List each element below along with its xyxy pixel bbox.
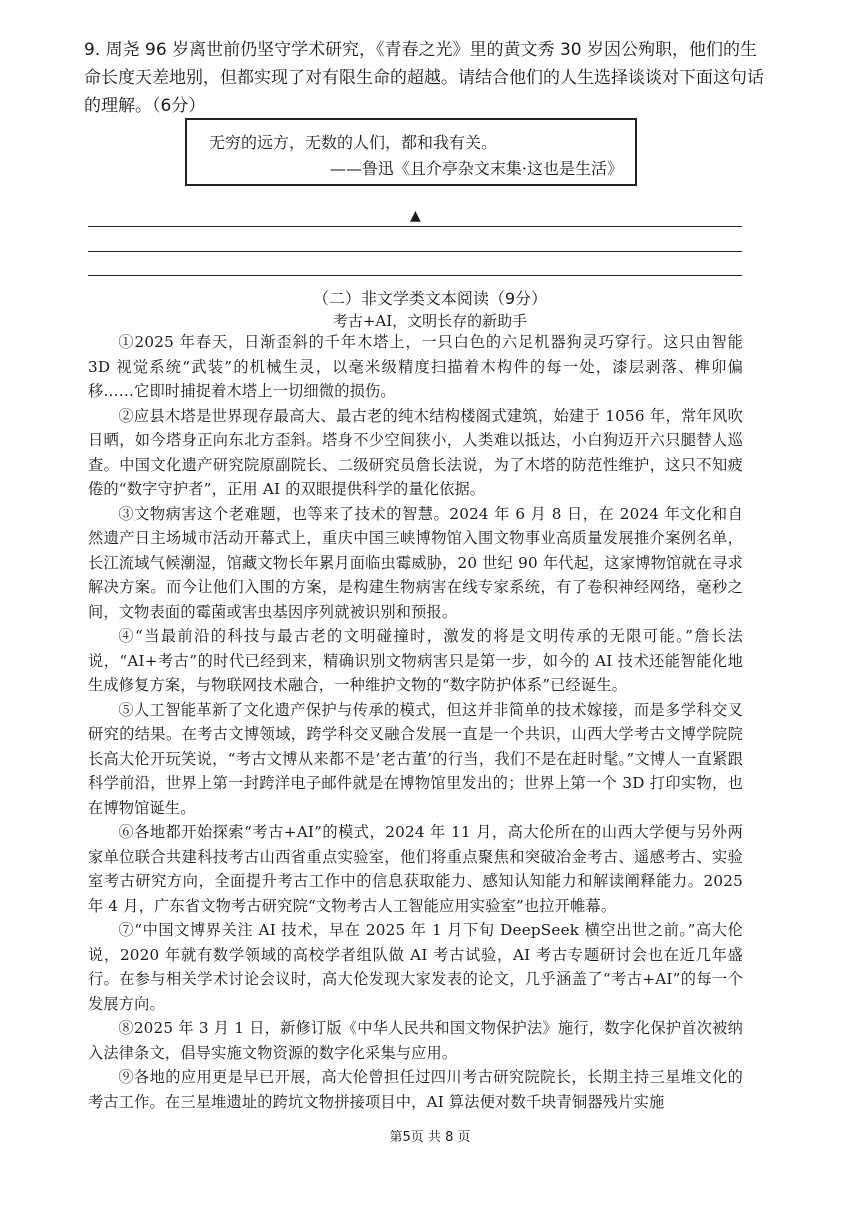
article-body	[88, 330, 743, 1114]
question-9	[84, 36, 764, 120]
section-title: （二）非文学类文本阅读（9分）	[312, 289, 548, 308]
paragraph-5: ⑤人工智能革新了文化遗产保护与传承的模式，但这并非简单的技术嫁接，而是多学科交叉研究的结果。在考古文博领域，跨学科交叉融合发展一直是一个共识，山西大学考古文博学院院长高大伦开玩笑说，“考古文博从来都不是‘老古董’的行当，我们不是在赶时髦。”文博人一直紧跟科学前沿，世界上第一封跨洋电子邮件就是在博物馆里发出的；世界上第一个 3D 打印实物，也在博物馆诞生。	[88, 700, 743, 817]
answer-line	[88, 226, 742, 227]
paragraph-3: ③文物病害这个老难题，也等来了技术的智慧。2024 年 6 月 8 日，在 2024 年文化和自然遗产日主场城市活动开幕式上，重庆中国三峡博物馆入围文物事业高质量发展推介案例名单，长江流域气候潮湿，馆藏文物长年累月面临虫霉威胁，20 世纪 90 年代起，这家博物馆就在寻求解决方案。而今让他们入围的方案，是构建生物病害在线专家系统，有了卷积神经网络，毫秒之间，文物表面的霉菌或害虫基因序列就被识别和预报。	[88, 504, 743, 621]
question-9-text: 9. 周尧 96 岁离世前仍坚守学术研究，《青春之光》里的黄文秀 30 岁因公殉职，他们的生命长度天差地别，但都实现了对有限生命的超越。请结合他们的人生选择谈谈对下面这句话的理解。（6分）	[84, 40, 764, 116]
page-footer	[0, 1126, 860, 1145]
answer-marker-icon: ▲	[410, 208, 421, 224]
paragraph-9: ⑨各地的应用更是早已开展，高大伦曾担任过四川考古研究院院长，长期主持三星堆文化的考古工作。在三星堆遗址的跨坑文物拼接项目中，AI 算法便对数千块青铜器残片实施	[88, 1068, 743, 1111]
quote-box	[185, 118, 637, 186]
article-title: 考古+AI，文明长存的新助手	[332, 312, 528, 330]
paragraph-1: ①2025 年春天，日渐歪斜的千年木塔上，一只白色的六足机器狗灵巧穿行。这只由智能 3D 视觉系统“武装”的机械生灵，以毫米级精度扫描着木构件的每一处，漆层剥落、榫卯偏移……它即时捕捉着木塔上一切细微的损伤。	[88, 333, 743, 400]
page-number: 第5页	[389, 1130, 424, 1145]
quote-text: 无穷的远方，无数的人们，都和我有关。	[209, 133, 498, 152]
quote-source: ——鲁迅《且介亭杂文末集·这也是生活》	[329, 159, 623, 178]
paragraph-6: ⑥各地都开始探索“考古+AI”的模式，2024 年 11 月，高大伦所在的山西大学便与另外两家单位联合共建科技考古山西省重点实验室，他们将重点聚焦和突破冶金考古、遥感考古、实验室考古研究方向，全面提升考古工作中的信息获取能力、感知认知能力和解读阐释能力。2025 年 4 月，广东省文物考古研究院“文物考古人工智能应用实验室”也拉开帷幕。	[88, 823, 743, 915]
paragraph-4: ④“当最前沿的科技与最古老的文明碰撞时，激发的将是文明传承的无限可能。”詹长法说，“AI+考古”的时代已经到来，精确识别文物病害只是第一步，如今的 AI 技术还能智能化地生成修复方案，与物联网技术融合，一种维护文物的“数字防护体系”已经诞生。	[88, 627, 743, 694]
answer-line	[88, 251, 742, 252]
answer-line	[88, 275, 742, 276]
paragraph-7: ⑦“中国文博界关注 AI 技术，早在 2025 年 1 月下旬 DeepSeek 横空出世之前。”高大伦说，2020 年就有数学领域的高校学者组队做 AI 考古试验，AI 考古专题研讨会也在近几年盛行。在参与相关学术讨论会议时，高大伦发现大家发表的论文，几乎涵盖了“考古+AI”的每一个发展方向。	[88, 921, 743, 1013]
paragraph-2: ②应县木塔是世界现存最高大、最古老的纯木结构楼阁式建筑，始建于 1056 年，常年风吹日晒，如今塔身正向东北方歪斜。塔身不少空间狭小，人类难以抵达，小白狗迈开六只腿替人巡查。中国文化遗产研究院原副院长、二级研究员詹长法说，为了木塔的防范性维护，这只不知疲倦的“数字守护者”，正用 AI 的双眼提供科学的量化依据。	[88, 406, 743, 498]
page-total: 共 8 页	[427, 1130, 471, 1145]
paragraph-8: ⑧2025 年 3 月 1 日，新修订版《中华人民共和国文物保护法》施行，数字化保护首次被纳入法律条文，倡导实施文物资源的数字化采集与应用。	[88, 1019, 743, 1062]
